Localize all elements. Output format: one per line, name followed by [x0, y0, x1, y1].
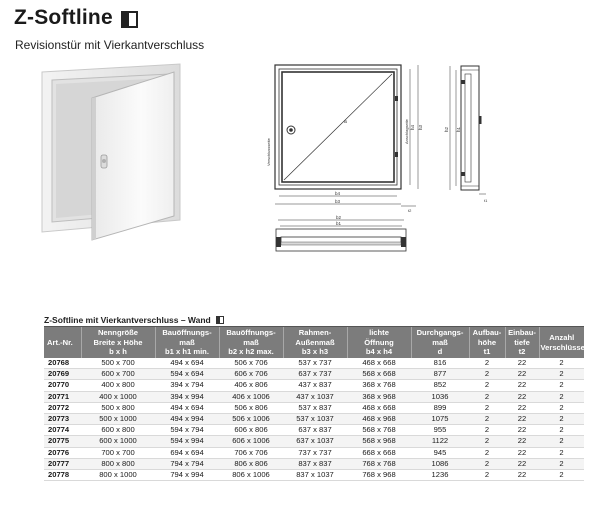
table-cell: 594 x 794: [155, 425, 219, 436]
table-cell: 600 x 800: [81, 425, 155, 436]
table-cell: 899: [411, 402, 469, 413]
title-text: Z-Softline: [14, 6, 113, 29]
t2-label: t2: [408, 208, 412, 213]
table-row: [44, 402, 584, 413]
half-square-icon: [121, 10, 138, 27]
table-cell: 2: [469, 413, 505, 424]
table-row: [44, 358, 584, 369]
table-title-text: Z-Softline mit Vierkantverschluss – Wand: [44, 315, 211, 325]
b4-label: b4: [335, 191, 341, 196]
table-cell: 606 x 1006: [219, 436, 283, 447]
table-cell: 806 x 806: [219, 458, 283, 469]
col-header-nominal-size: Nenngröße Breite x Höhe b x h: [81, 327, 155, 358]
table-cell: 20776: [44, 447, 81, 458]
table-row: [44, 369, 584, 380]
table-cell: 20775: [44, 436, 81, 447]
table-cell: 816: [411, 358, 469, 369]
h1-label: h1: [456, 126, 461, 132]
table-cell: 2: [539, 458, 584, 469]
table-cell: 637 x 737: [283, 369, 347, 380]
table-cell: 1086: [411, 458, 469, 469]
table-cell: 20774: [44, 425, 81, 436]
b2-label: b2: [336, 215, 342, 220]
table-cell: 2: [469, 447, 505, 458]
table-row: [44, 469, 584, 480]
table-cell: 1236: [411, 469, 469, 480]
table-row: [44, 458, 584, 469]
table-cell: 594 x 994: [155, 436, 219, 447]
table-cell: 694 x 694: [155, 447, 219, 458]
table-cell: 637 x 837: [283, 425, 347, 436]
table-cell: 2: [469, 369, 505, 380]
col-header-art-nr: Art.-Nr.: [44, 327, 81, 358]
table-cell: 22: [505, 369, 539, 380]
table-cell: 800 x 1000: [81, 469, 155, 480]
diag-label: a: [344, 119, 347, 125]
table-cell: 506 x 706: [219, 358, 283, 369]
spec-table: [44, 327, 584, 481]
table-cell: 594 x 694: [155, 369, 219, 380]
table-cell: 406 x 1006: [219, 391, 283, 402]
col-header-opening-max: Bauöffnungs- maß b2 x h2 max.: [219, 327, 283, 358]
table-title: [44, 314, 584, 326]
table-cell: 394 x 794: [155, 380, 219, 391]
table-cell: 506 x 1006: [219, 413, 283, 424]
table-cell: 568 x 668: [347, 369, 411, 380]
table-cell: 500 x 700: [81, 358, 155, 369]
product-photo: [40, 62, 190, 242]
table-cell: 2: [539, 380, 584, 391]
col-header-frame-outer: Rahmen- Außenmaß b3 x h3: [283, 327, 347, 358]
col-header-install-depth: Einbau- tiefe t2: [505, 327, 539, 358]
table-cell: 800 x 800: [81, 458, 155, 469]
col-header-lock-count: Anzahl Verschlüsse: [539, 327, 584, 358]
hinge-side-label: Anschlagseite: [404, 119, 409, 144]
table-cell: 368 x 768: [347, 380, 411, 391]
table-cell: 20773: [44, 413, 81, 424]
table-row: [44, 413, 584, 424]
table-cell: 2: [469, 469, 505, 480]
table-cell: 606 x 706: [219, 369, 283, 380]
table-cell: 568 x 768: [347, 425, 411, 436]
closing-side-label: Verschlussseite: [266, 138, 271, 166]
table-cell: 22: [505, 425, 539, 436]
table-cell: 837 x 837: [283, 458, 347, 469]
table-cell: 537 x 837: [283, 402, 347, 413]
table-cell: 400 x 800: [81, 380, 155, 391]
table-cell: 2: [539, 413, 584, 424]
table-cell: 768 x 968: [347, 469, 411, 480]
table-cell: 668 x 668: [347, 447, 411, 458]
table-cell: 794 x 994: [155, 469, 219, 480]
table-cell: 22: [505, 447, 539, 458]
table-cell: 1122: [411, 436, 469, 447]
table-cell: 20777: [44, 458, 81, 469]
table-cell: 794 x 794: [155, 458, 219, 469]
table-cell: 2: [469, 402, 505, 413]
table-cell: 2: [539, 402, 584, 413]
table-cell: 20768: [44, 358, 81, 369]
table-cell: 22: [505, 380, 539, 391]
table-cell: 606 x 806: [219, 425, 283, 436]
table-cell: 637 x 1037: [283, 436, 347, 447]
table-cell: 2: [539, 425, 584, 436]
table-cell: 768 x 768: [347, 458, 411, 469]
page-title: [14, 6, 138, 30]
table-cell: 806 x 1006: [219, 469, 283, 480]
table-cell: 368 x 968: [347, 391, 411, 402]
table-cell: 394 x 994: [155, 391, 219, 402]
table-cell: 22: [505, 436, 539, 447]
h4-label: h4: [410, 124, 415, 130]
page-subtitle: Revisionstür mit Vierkantverschluss: [15, 38, 205, 52]
table-cell: 494 x 694: [155, 402, 219, 413]
table-cell: 600 x 700: [81, 369, 155, 380]
table-cell: 2: [539, 469, 584, 480]
table-cell: 1075: [411, 413, 469, 424]
table-cell: 20770: [44, 380, 81, 391]
table-cell: 2: [539, 369, 584, 380]
table-cell: 852: [411, 380, 469, 391]
h3-label: h3: [418, 124, 423, 130]
table-cell: 706 x 706: [219, 447, 283, 458]
table-cell: 877: [411, 369, 469, 380]
table-cell: 837 x 1037: [283, 469, 347, 480]
table-cell: 20772: [44, 402, 81, 413]
table-cell: 600 x 1000: [81, 436, 155, 447]
h2-label: h2: [444, 126, 449, 132]
table-cell: 2: [469, 458, 505, 469]
col-header-passage: Durchgangs- maß d: [411, 327, 469, 358]
table-cell: 22: [505, 413, 539, 424]
col-header-build-height: Aufbau- höhe t1: [469, 327, 505, 358]
table-cell: 537 x 737: [283, 358, 347, 369]
table-row: [44, 380, 584, 391]
table-cell: 2: [469, 380, 505, 391]
b1-label: b1: [336, 221, 342, 226]
table-cell: 500 x 1000: [81, 413, 155, 424]
table-cell: 22: [505, 458, 539, 469]
col-header-opening-min: Bauöffnungs- maß b1 x h1 min.: [155, 327, 219, 358]
table-cell: 437 x 837: [283, 380, 347, 391]
table-cell: 494 x 994: [155, 413, 219, 424]
table-cell: 2: [539, 391, 584, 402]
b3-label: b3: [335, 199, 341, 204]
col-header-clear-opening: lichte Öffnung b4 x h4: [347, 327, 411, 358]
table-cell: 400 x 1000: [81, 391, 155, 402]
table-row: [44, 447, 584, 458]
table-cell: 22: [505, 358, 539, 369]
table-cell: 737 x 737: [283, 447, 347, 458]
table-row: [44, 425, 584, 436]
table-cell: 955: [411, 425, 469, 436]
table-cell: 506 x 806: [219, 402, 283, 413]
table-cell: 2: [539, 358, 584, 369]
table-cell: 468 x 668: [347, 358, 411, 369]
table-cell: 700 x 700: [81, 447, 155, 458]
table-cell: 22: [505, 391, 539, 402]
half-square-icon: [216, 316, 224, 324]
table-cell: 945: [411, 447, 469, 458]
table-cell: 20769: [44, 369, 81, 380]
table-cell: 2: [469, 436, 505, 447]
technical-drawing: [258, 56, 588, 256]
table-cell: 537 x 1037: [283, 413, 347, 424]
table-cell: 1036: [411, 391, 469, 402]
table-cell: 2: [469, 358, 505, 369]
table-cell: 2: [539, 447, 584, 458]
t1-label: t1: [484, 198, 488, 203]
table-header-row: [44, 327, 584, 358]
table-cell: 568 x 968: [347, 436, 411, 447]
table-row: [44, 391, 584, 402]
table-cell: 22: [505, 402, 539, 413]
table-row: [44, 436, 584, 447]
table-cell: 22: [505, 469, 539, 480]
table-cell: 20778: [44, 469, 81, 480]
table-cell: 494 x 694: [155, 358, 219, 369]
table-cell: 406 x 806: [219, 380, 283, 391]
table-cell: 2: [469, 391, 505, 402]
table-cell: 2: [539, 436, 584, 447]
table-cell: 468 x 668: [347, 402, 411, 413]
table-cell: 437 x 1037: [283, 391, 347, 402]
table-cell: 2: [469, 425, 505, 436]
table-cell: 20771: [44, 391, 81, 402]
table-cell: 500 x 800: [81, 402, 155, 413]
table-cell: 468 x 968: [347, 413, 411, 424]
